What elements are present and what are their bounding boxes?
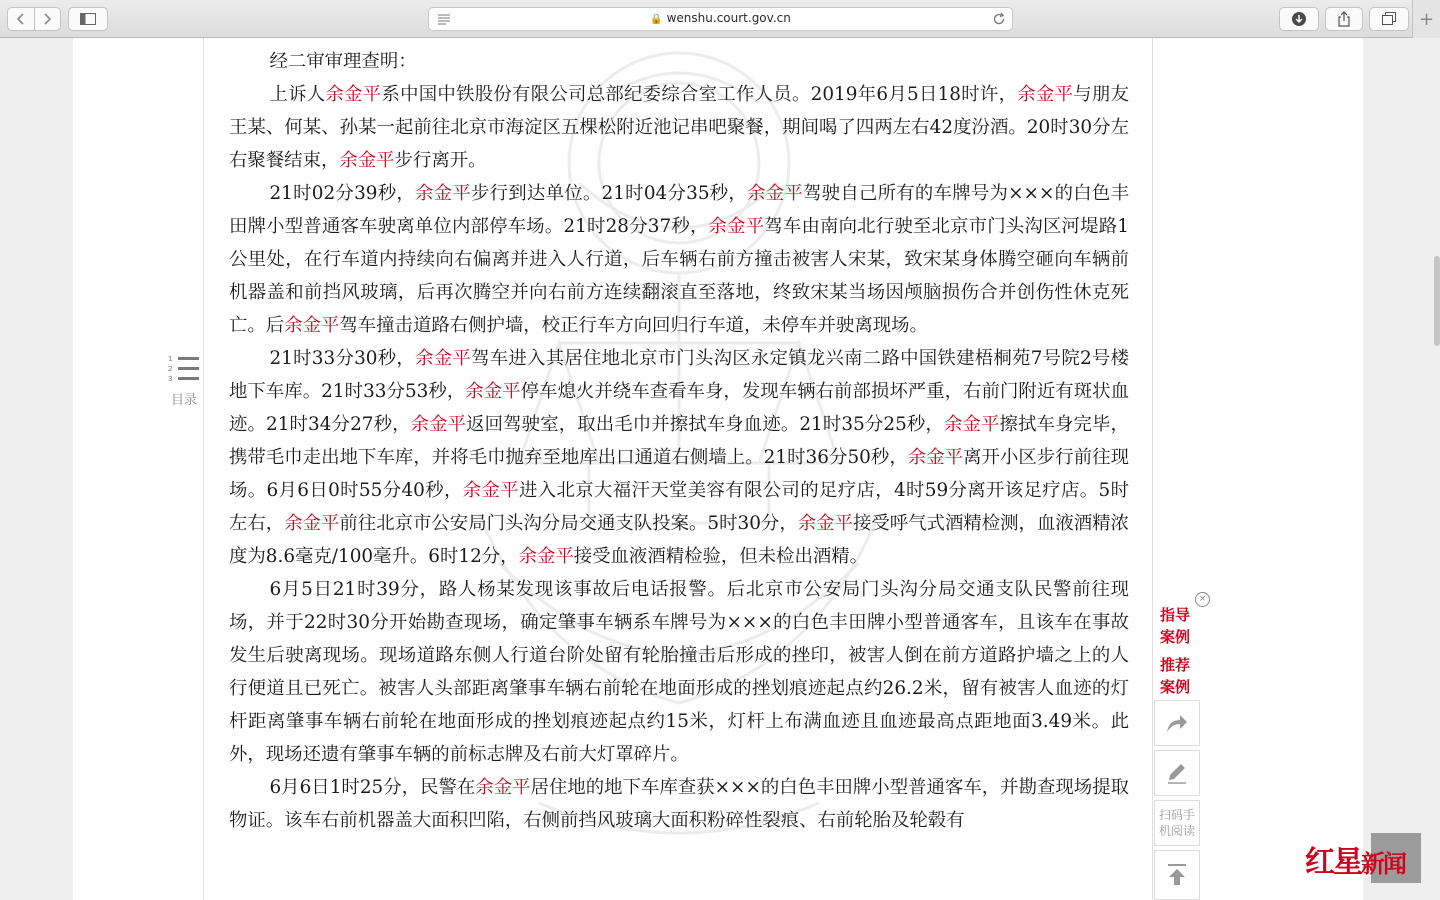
back-to-top-button[interactable]: [1154, 850, 1200, 900]
paragraph-text: 擦拭车身完毕，携带毛巾走出地下车库，并将毛巾抛弃至地库出口通道右侧墙上。21时36分50秒，: [229, 414, 1129, 468]
share-button[interactable]: [1154, 700, 1200, 746]
close-icon[interactable]: ×: [1195, 592, 1210, 607]
tabs-overview-button[interactable]: [1369, 7, 1409, 31]
logo-char-b: 星: [1333, 845, 1361, 880]
party-name-highlight: 余金平: [284, 513, 340, 534]
paragraph: [229, 573, 1129, 771]
paragraph-text: 驾车进入其居住地北京市门头沟区永定镇龙兴南二路中国铁建梧桐苑7号院2号楼地下车库。21时33分53秒，: [229, 348, 1129, 402]
arrow-up-to-top-icon: [1166, 863, 1188, 887]
recommend-line-2: 案例: [1160, 678, 1191, 696]
party-name-highlight: 余金平: [907, 447, 964, 468]
reload-icon[interactable]: [992, 12, 1006, 26]
toc-number-3: 3: [168, 375, 173, 383]
toc-button[interactable]: [164, 356, 204, 408]
plus-icon: +: [1418, 8, 1435, 30]
share-icon: [1337, 11, 1351, 27]
paragraph-text: 停车熄火并绕车查看车身，发现车辆右前部损坏严重，右前门附近有斑状血迹。21时34分27秒，: [229, 381, 1129, 435]
party-name-highlight: 余金平: [797, 513, 853, 534]
download-icon: [1291, 11, 1307, 27]
toc-bar: [178, 377, 199, 380]
party-name-highlight: 余金平: [708, 216, 765, 237]
logo-char-a: 红: [1305, 845, 1333, 880]
paragraph-text: 6月5日21时39分，路人杨某发现该事故后电话报警。后北京市公安局门头沟分局交通支队民警前往现场，并于22时30分开始勘查现场，确定肇事车辆系车牌号为×××的白色丰田牌小型普通客车，且该车在事故发生后驶离现场。现场道路东侧人行道台阶处留有轮胎撞击后形成的挫印，被害人倒在前方道路护墙之上的人行便道且已死亡。被害人头部距离肇事车辆右前轮在地面形成的挫划痕迹起点约26.2米，留有被害人血迹的灯杆距离肇事车辆右前轮在地面形成的挫划痕迹起点约15米，灯杆上布满血迹且血迹最高点距地面3.49米。此外，现场还遗有肇事车辆的前标志牌及右前大灯罩碎片。: [229, 579, 1129, 765]
guide-cases-link[interactable]: [1160, 604, 1200, 648]
pencil-icon: [1165, 762, 1189, 784]
toc-number-1: 1: [168, 355, 173, 363]
paragraph-text: 经二审审理查明：: [269, 51, 417, 72]
party-name-highlight: 余金平: [943, 414, 1000, 435]
chevron-right-icon: [42, 13, 52, 25]
document-paper: [203, 38, 1153, 900]
paragraph-text: 21时33分30秒，: [269, 348, 416, 369]
paragraph-text: 前往北京市公安局门头沟分局交通支队投案。5时30分，: [339, 513, 798, 534]
paragraph: [229, 78, 1129, 177]
url-text: [429, 11, 1012, 25]
address-bar[interactable]: [428, 7, 1013, 31]
paragraph-text: 系中国中铁股份有限公司总部纪委综合室工作人员。2019年6月5日18时许，: [381, 84, 1018, 105]
paragraph-text: 21时02分39秒，: [269, 183, 416, 204]
paragraph-text: 上诉人: [269, 84, 326, 105]
toc-bar: [178, 357, 199, 360]
recommend-cases-link[interactable]: [1160, 654, 1200, 698]
paragraph-text: 驾驶自己所有的车牌号为×××的白色丰田牌小型普通客车驶离单位内部停车场。21时28分37秒，: [229, 183, 1129, 237]
list-numbered-icon: [167, 356, 201, 386]
paragraph: [229, 342, 1129, 573]
party-name-highlight: 余金平: [747, 183, 804, 204]
scan-line-1: 扫码手: [1158, 808, 1195, 822]
back-button[interactable]: [8, 8, 34, 30]
paragraph-text: 与朋友王某、何某、孙某一起前往北京市海淀区五棵松附近池记串吧聚餐，期间喝了四两左右42度汾酒。20时30分左右聚餐结束，: [229, 84, 1129, 171]
new-tab-button[interactable]: [1412, 0, 1440, 38]
toc-label: 目录: [170, 393, 197, 408]
paragraph-text: 返回驾驶室，取出毛巾并擦拭车身血迹。21时35分25秒，: [466, 414, 944, 435]
scan-line-2: 机阅读: [1158, 824, 1195, 838]
paragraph-text: 驾车撞击道路右侧护墙，校正行车方向回归行车道，未停车并驶离现场。: [339, 315, 928, 336]
party-name-highlight: 余金平: [415, 183, 471, 204]
paragraph-text: 进入北京大福汗天堂美容有限公司的足疗店，4时59分离开该足疗店。5时左右，: [229, 480, 1129, 534]
scrollbar-thumb[interactable]: [1434, 256, 1440, 346]
paragraph-text: 居住地的地下车库查获×××的白色丰田牌小型普通客车，并勘查现场提取物证。该车右前机器盖大面积凹陷，右侧前挡风玻璃大面积粉碎性裂痕、右前轮胎及轮毂有: [229, 777, 1129, 831]
party-name-highlight: 余金平: [465, 381, 521, 402]
paragraph-text: 离开小区步行前往现场。6月6日0时55分40秒，: [229, 447, 1129, 501]
toc-bar: [178, 367, 199, 370]
paragraph: [229, 45, 1129, 78]
paragraph-text: 步行到达单位。21时04分35秒，: [470, 183, 748, 204]
lock-icon: 🔒: [650, 14, 663, 25]
share-button[interactable]: [1325, 7, 1363, 31]
chevron-left-icon: [16, 13, 26, 25]
party-name-highlight: 余金平: [284, 315, 340, 336]
paragraph-text: 6月6日1时25分，民警在: [269, 777, 476, 798]
party-name-highlight: 余金平: [1017, 84, 1074, 105]
hongxing-news-logo: [1305, 833, 1435, 893]
toc-number-2: 2: [168, 365, 173, 373]
party-name-highlight: 余金平: [415, 348, 472, 369]
party-name-highlight: 余金平: [462, 480, 519, 501]
share-arrow-icon: [1165, 712, 1189, 734]
party-name-highlight: 余金平: [518, 546, 574, 567]
party-name-highlight: 余金平: [410, 414, 467, 435]
judgment-text: [229, 45, 1129, 837]
party-name-highlight: 余金平: [339, 150, 395, 171]
paragraph: [229, 177, 1129, 342]
sidebar-toggle-button[interactable]: [68, 7, 108, 31]
logo-text: [1305, 837, 1405, 881]
guide-line-1: 指导: [1160, 606, 1191, 624]
downloads-button[interactable]: [1279, 7, 1319, 31]
page-viewport: [0, 38, 1440, 900]
paragraph-text: 驾车由南向北行驶至北京市门头沟区河堤路1公里处，在行车道内持续向右偏离并进入人行道，后车辆右前方撞击被害人宋某，致宋某身体腾空砸向车辆前机器盖和前挡风玻璃，后再次腾空并向右前方连续翻滚直至落地，终致宋某当场因颅脑损伤合并创伤性休克死亡。后: [229, 216, 1129, 336]
paragraph-text: 接受呼气式酒精检测，血液酒精浓度为8.6毫克/100毫升。6时12分，: [229, 513, 1129, 567]
forward-button[interactable]: [34, 8, 61, 30]
url-label: wenshu.court.gov.cn: [666, 11, 791, 25]
paragraph: [229, 771, 1129, 837]
paragraph-text: 接受血液酒精检验，但未检出酒精。: [573, 546, 869, 567]
tabs-icon: [1382, 12, 1396, 26]
scan-qr-button[interactable]: [1154, 800, 1200, 846]
recommend-line-1: 推荐: [1160, 656, 1191, 674]
paragraph-text: 步行离开。: [394, 150, 487, 171]
party-name-highlight: 余金平: [325, 84, 382, 105]
logo-char-c: 新闻: [1361, 849, 1405, 878]
sidebar-icon: [80, 13, 96, 25]
annotate-button[interactable]: [1154, 750, 1200, 796]
nav-buttons: [7, 7, 61, 31]
party-name-highlight: 余金平: [475, 777, 531, 798]
guide-line-2: 案例: [1160, 628, 1191, 646]
browser-toolbar: [0, 0, 1440, 38]
